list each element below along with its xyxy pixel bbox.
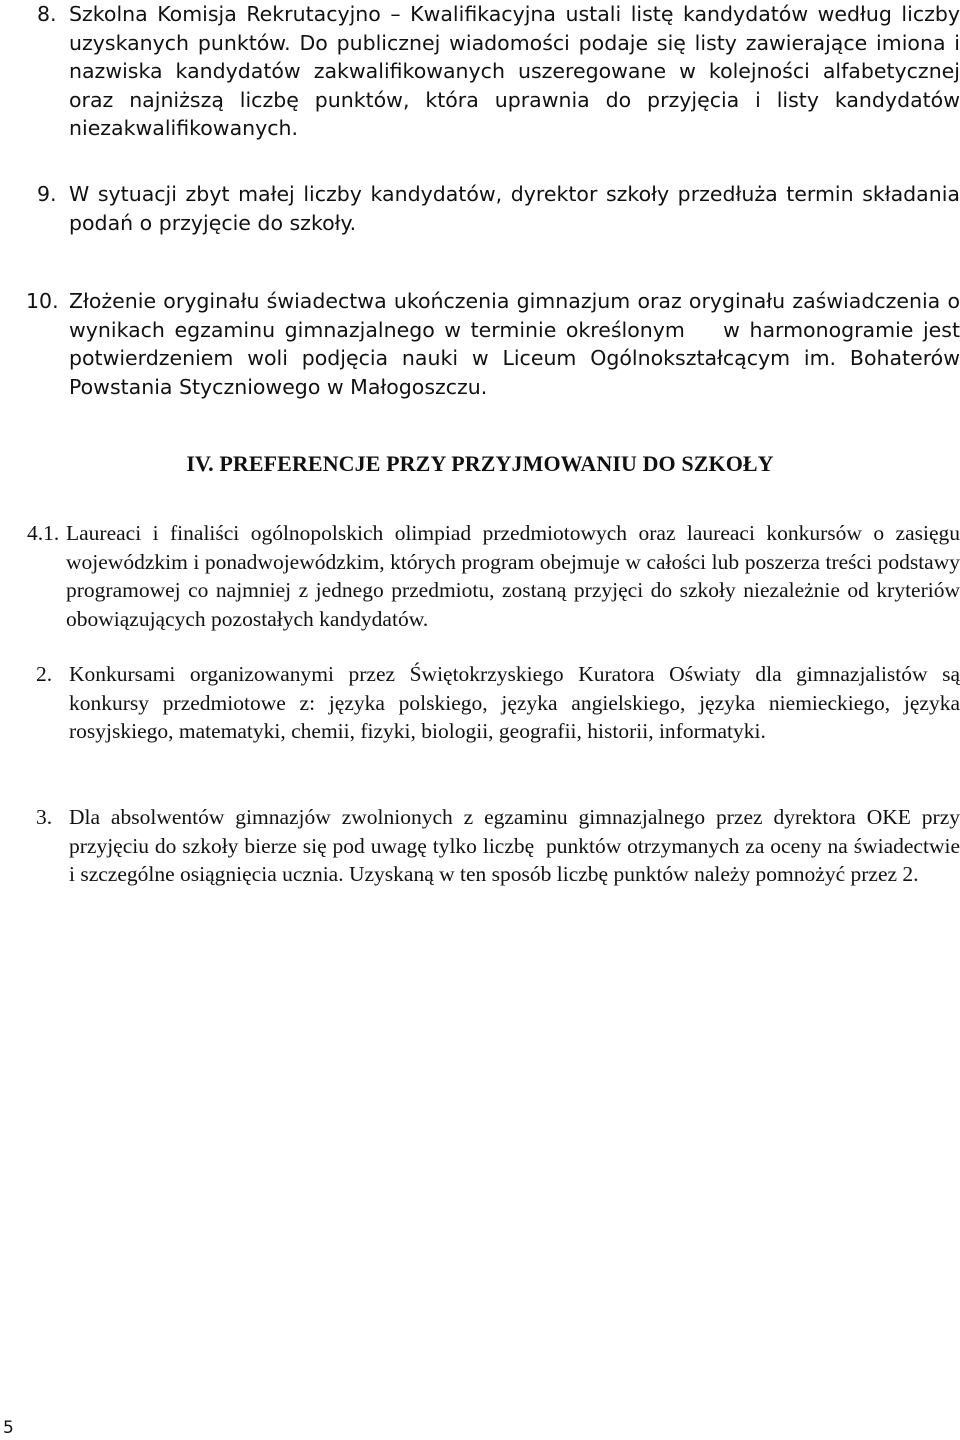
preference-2-number: 2. <box>36 662 53 686</box>
item-10-number: 10. <box>26 289 59 313</box>
item-8-number: 8. <box>37 2 57 26</box>
preference-2-text: Konkursami organizowanymi przez Świętokrzyskiego Kuratora Oświaty dla gimnazjalistów są konkursy przedmiotowe z: języka polskiego, języka angielskiego, języka niemieckiego, języka rosyjskiego, matematyki, chemii, fizyki, biologii, geografii, historii, informatyki. <box>69 662 960 744</box>
item-10-text: Złożenie oryginału świadectwa ukończenia gimnazjum oraz oryginału zaświadczenia o wynikach egzaminu gimnazjalnego w terminie określonym w harmonogramie jest potwierdzeniem woli podjęcia nauki w Liceum Ogólnokształcącym im. Bohaterów Powstania Styczniowego w Małogoszczu. <box>69 289 960 399</box>
preference-3-number: 3. <box>36 805 53 829</box>
preference-4-1-text: Laureaci i finaliści ogólnopolskich olimpiad przedmiotowych oraz laureaci konkursów o zasięgu wojewódzkim i ponadwojewódzkim, których program obejmuje w całości lub poszerza treści podstawy programowej co najmniej z jednego przedmiotu, zostaną przyjęci do szkoły niezależnie od kryteriów obowiązujących pozostałych kandydatów. <box>66 521 960 631</box>
section-heading: IV. PREFERENCJE PRZY PRZYJMOWANIU DO SZKOŁY <box>186 451 774 476</box>
item-9-number: 9. <box>37 182 57 206</box>
item-9-text: W sytuacji zbyt małej liczby kandydatów, dyrektor szkoły przedłuża termin składania podań o przyjęcie do szkoły. <box>69 182 960 235</box>
preference-4-1-number: 4.1. <box>27 521 60 545</box>
preference-3-text: Dla absolwentów gimnazjów zwolnionych z egzaminu gimnazjalnego przez dyrektora OKE przy przyjęciu do szkoły bierze się pod uwagę tylko liczbę punktów otrzymanych za oceny na świadectwie i szczególne osiągnięcia ucznia. Uzyskaną w ten sposób liczbę punktów należy pomnożyć przez 2. <box>69 805 960 887</box>
item-8-text: Szkolna Komisja Rekrutacyjno – Kwalifikacyjna ustali listę kandydatów według liczby uzyskanych punktów. Do publicznej wiadomości podaje się listy zawierające imiona i nazwiska kandydatów zakwalifikowanych uszeregowane w kolejności alfabetycznej oraz najniższą liczbę punktów, która uprawnia do przyjęcia i listy kandydatów niezakwalifikowanych. <box>69 2 960 141</box>
page-number: 5 <box>3 1418 14 1438</box>
